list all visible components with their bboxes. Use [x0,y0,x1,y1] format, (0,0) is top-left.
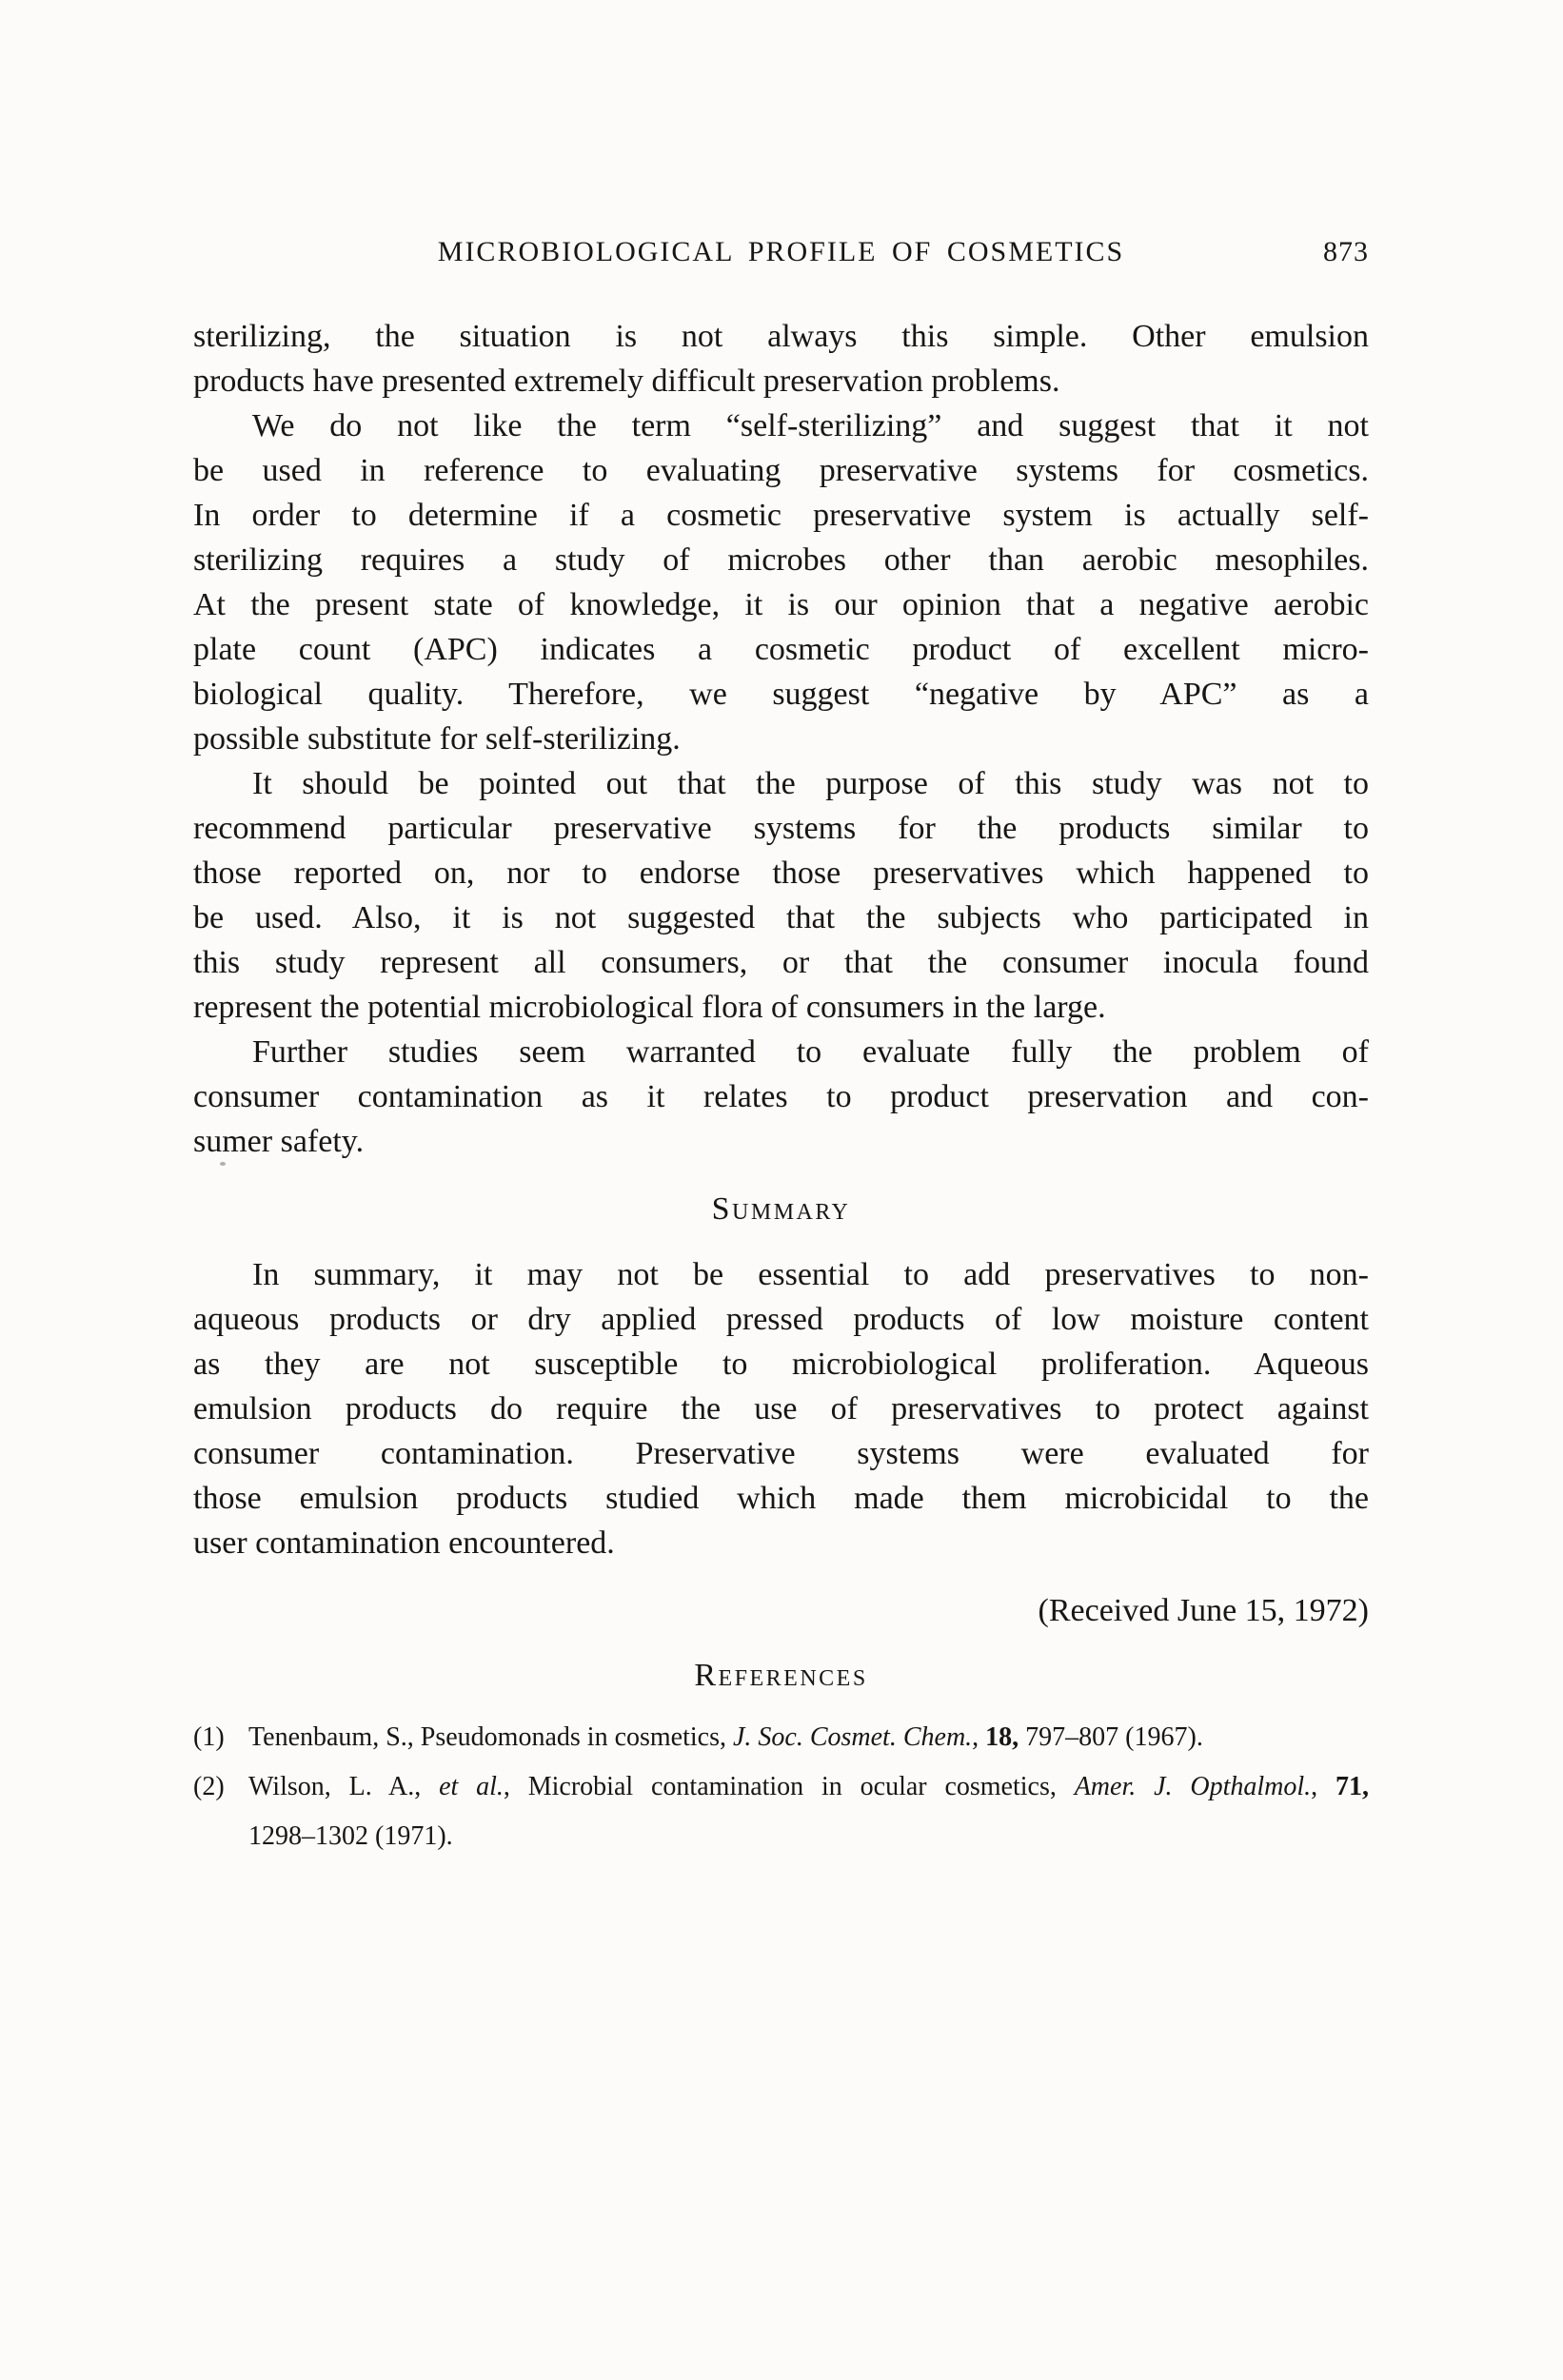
reference-segment: , [972,1722,986,1752]
summary-text [193,1252,1369,1565]
scan-artifact-speck [220,1162,226,1166]
text-line: products have presented extremely difficult preservation problems. [193,364,1060,399]
reference-item [193,1713,1369,1762]
text-line: biological quality. Therefore, we suggest “negative by APC” as a [193,677,1369,712]
running-title: MICROBIOLOGICAL PROFILE OF COSMETICS [437,236,1125,267]
page-number: 873 [1323,236,1369,267]
reference-segment: , [1311,1772,1335,1801]
text-line: It should be pointed out that the purpose of this study was not to [252,766,1369,801]
text-line: be used in reference to evaluating preservative systems for cosmetics. [193,453,1369,488]
reference-segment: 797–807 (1967). [1019,1722,1203,1752]
summary-heading: Summary [711,1191,851,1227]
text-line: emulsion products do require the use of preservatives to protect against [193,1391,1369,1426]
reference-number: (2) [193,1772,225,1801]
text-line: sterilizing, the situation is not always this simple. Other emulsion [193,319,1369,354]
journal-name: J. Soc. Cosmet. Chem. [732,1722,973,1752]
journal-name: Amer. J. Opthalmol. [1074,1772,1312,1801]
text-line: In summary, it may not be essential to add preservatives to non- [252,1257,1369,1292]
text-line: user contamination encountered. [193,1525,615,1561]
text-line: consumer contamination as it relates to product preservation and con- [193,1079,1369,1114]
paragraph [193,1252,1369,1565]
text-line: In order to determine if a cosmetic preservative system is actually self- [193,498,1369,533]
paragraph [193,1030,1369,1164]
et-al: et al. [439,1772,504,1801]
text-line: plate count (APC) indicates a cosmetic product of excellent micro- [193,632,1369,667]
references-heading: References [694,1658,868,1693]
text-line: possible substitute for self-sterilizing. [193,721,681,757]
text-line: recommend particular preservative systems for the products similar to [193,811,1369,846]
text-line: sumer safety. [193,1124,365,1159]
text-line: Further studies seem warranted to evaluate fully the problem of [252,1034,1369,1070]
running-head [193,236,1369,274]
text-line: consumer contamination. Preservative systems were evaluated for [193,1436,1369,1471]
paragraph [193,761,1369,1030]
text-line: At the present state of knowledge, it is our opinion that a negative aerobic [193,587,1369,622]
text-line: aqueous products or dry applied pressed products of low moisture content [193,1302,1369,1337]
paragraph [193,314,1369,403]
text-line: be used. Also, it is not suggested that the subjects who participated in [193,900,1369,935]
reference-segment: Wilson, L. A., [248,1772,440,1801]
volume-number: 71, [1335,1772,1369,1801]
paragraph [193,403,1369,761]
text-line: represent the potential microbiological flora of consumers in the large. [193,990,1106,1025]
reference-item [193,1762,1369,1812]
volume-number: 18, [985,1722,1019,1752]
text-line: those emulsion products studied which made them microbicidal to the [193,1481,1369,1516]
text-line: sterilizing requires a study of microbes other than aerobic mesophiles. [193,542,1369,578]
reference-segment: Tenenbaum, S., Pseudomonads in cosmetics, [248,1722,733,1752]
text-line: We do not like the term “self-sterilizing” and suggest that it not [252,408,1369,443]
text-line: this study represent all consumers, or that the consumer inocula found [193,945,1369,980]
text-line: as they are not susceptible to microbiological proliferation. Aqueous [193,1347,1369,1382]
received-note: (Received June 15, 1972) [1038,1593,1369,1628]
reference-text [248,1713,1369,1762]
references-list [193,1713,1369,1861]
text-line: those reported on, nor to endorse those preservatives which happened to [193,856,1369,891]
reference-text [248,1762,1369,1812]
reference-segment: , Microbial contamination in ocular cosmetics, [503,1772,1075,1801]
reference-number: (1) [193,1722,225,1752]
reference-continuation-line: 1298–1302 (1971). [248,1821,453,1851]
body-text [193,314,1369,1164]
